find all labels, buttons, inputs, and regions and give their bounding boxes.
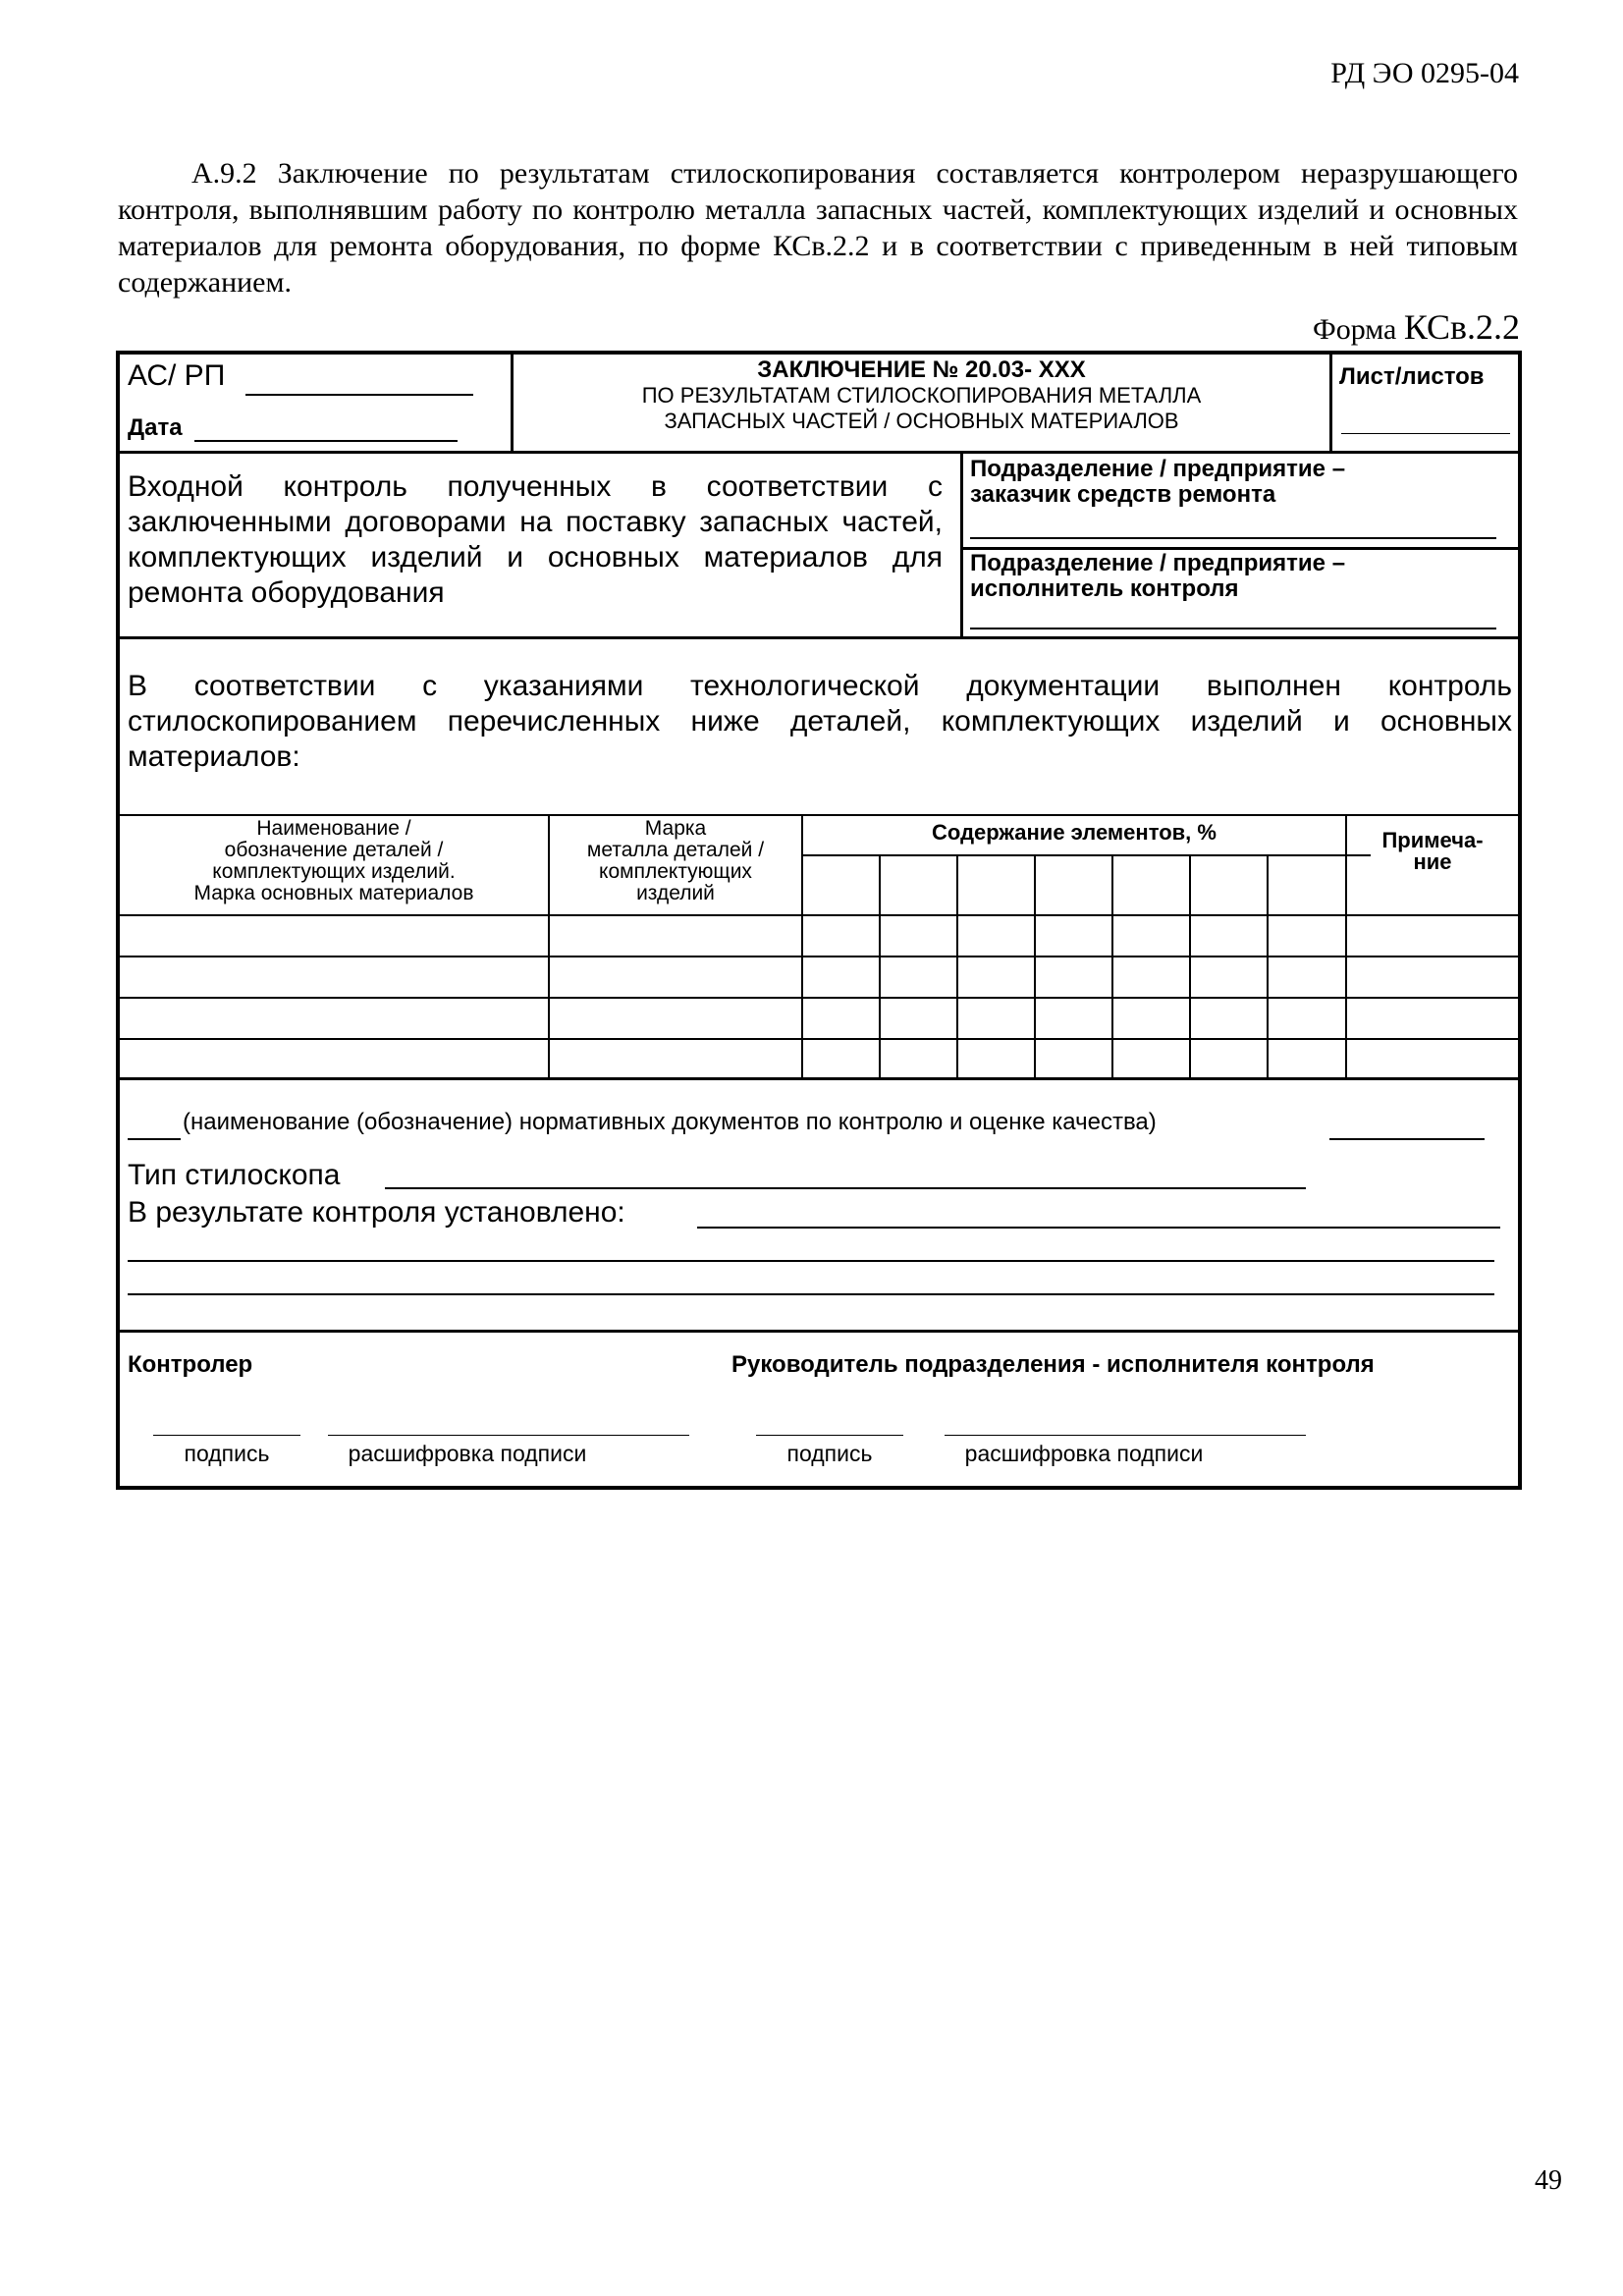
sheet-label: Лист/листов xyxy=(1339,363,1485,390)
sheet-field[interactable] xyxy=(1341,433,1510,434)
stylo-type-label: Тип стилоскопа xyxy=(128,1159,341,1191)
col-header-note: Примеча- ние xyxy=(1381,828,1484,874)
table-line xyxy=(1111,855,1113,1079)
head-signature-caption: подпись xyxy=(786,1441,873,1466)
customer-label-1: Подразделение / предприятие – xyxy=(970,456,1346,482)
table-line xyxy=(801,854,1371,856)
form-label xyxy=(1313,306,1520,348)
head-name-caption: расшифровка подписи xyxy=(964,1441,1204,1466)
divider xyxy=(120,1330,1518,1333)
controller-label: Контролер xyxy=(128,1351,253,1378)
divider xyxy=(120,636,1518,639)
col-header-grade: Марка металла деталей / комплектующих изделий xyxy=(586,817,765,904)
result-field-line-2[interactable] xyxy=(128,1260,1494,1262)
as-rp-field[interactable] xyxy=(245,394,473,396)
divider xyxy=(960,453,963,639)
controller-name-caption: расшифровка подписи xyxy=(348,1441,587,1466)
normative-doc-field-left[interactable] xyxy=(128,1138,181,1140)
normative-doc-field-right[interactable] xyxy=(1329,1138,1485,1140)
divider xyxy=(120,814,1518,816)
table-line xyxy=(1034,855,1036,1079)
date-label: Дата xyxy=(128,414,183,441)
table-line xyxy=(120,956,1518,957)
head-name-field[interactable] xyxy=(945,1435,1306,1436)
table-line xyxy=(956,855,958,1079)
table-line xyxy=(1267,855,1269,1079)
divider xyxy=(120,451,1518,454)
executor-label-1: Подразделение / предприятие – xyxy=(970,550,1346,576)
form-label-prefix: Форма xyxy=(1313,313,1397,346)
form-title xyxy=(514,356,1329,434)
controller-signature-caption: подпись xyxy=(184,1441,270,1466)
form-title-main: ЗАКЛЮЧЕНИЕ № 20.03- ХХХ xyxy=(757,356,1086,383)
as-rp-label: АС/ РП xyxy=(128,359,226,392)
table-line xyxy=(120,1038,1518,1040)
result-label: В результате контроля установлено: xyxy=(128,1196,625,1229)
head-signature-field[interactable] xyxy=(756,1435,903,1436)
controller-name-field[interactable] xyxy=(328,1435,689,1436)
table-line xyxy=(120,914,1518,916)
result-field[interactable] xyxy=(697,1227,1500,1229)
form-label-code: КСв.2.2 xyxy=(1403,307,1520,347)
result-field-line-3[interactable] xyxy=(128,1293,1494,1295)
table-line xyxy=(879,855,881,1079)
page-number: 49 xyxy=(1535,2165,1562,2196)
document-code: РД ЭО 0295-04 xyxy=(1330,57,1519,89)
incoming-control-text: Входной контроль полученных в соответствии с заключенными договорами на поставку запасных частей, комплектующих изделий и основных материалов для ремонта оборудования xyxy=(128,470,943,609)
executor-label-2: исполнитель контроля xyxy=(970,575,1239,602)
table-line xyxy=(120,997,1518,999)
col-header-name: Наименование / обозначение деталей / комплектующих изделий. Марка основных материалов xyxy=(193,817,474,904)
conclusion-form xyxy=(116,351,1522,1490)
customer-field[interactable] xyxy=(970,537,1496,539)
table-line xyxy=(120,1077,1518,1080)
statement-text: В соответствии с указаниями технологической документации выполнен контроль стилоскопированием перечисленных ниже деталей, комплектующих изделий и основных материалов: xyxy=(128,670,1512,773)
head-label: Руководитель подразделения - исполнителя контроля xyxy=(731,1351,1375,1378)
table-line xyxy=(801,816,803,1079)
intro-paragraph: А.9.2 Заключение по результатам стилоскопирования составляется контролером неразрушающего контроля, выполнявшим работу по контролю металла запасных частей, комплектующих изделий и основных материалов для ремонта оборудования, по форме КСв.2.2 и в соответствии с приведенным в ней типовым содержанием. xyxy=(118,157,1518,299)
col-header-elements: Содержание элементов, % xyxy=(932,820,1217,845)
executor-field[interactable] xyxy=(970,628,1496,629)
controller-signature-field[interactable] xyxy=(153,1435,300,1436)
customer-label-2: заказчик средств ремонта xyxy=(970,481,1276,508)
stylo-type-field[interactable] xyxy=(385,1187,1306,1189)
date-field[interactable] xyxy=(194,440,458,442)
normative-docs-caption: (наименование (обозначение) нормативных документов по контролю и оценке качества) xyxy=(183,1109,1157,1135)
table-line xyxy=(1189,855,1191,1079)
form-title-sub2: ЗАПАСНЫХ ЧАСТЕЙ / ОСНОВНЫХ МАТЕРИАЛОВ xyxy=(664,409,1179,433)
form-title-sub1: ПО РЕЗУЛЬТАТАМ СТИЛОСКОПИРОВАНИЯ МЕТАЛЛА xyxy=(641,383,1202,408)
divider xyxy=(1329,355,1332,453)
